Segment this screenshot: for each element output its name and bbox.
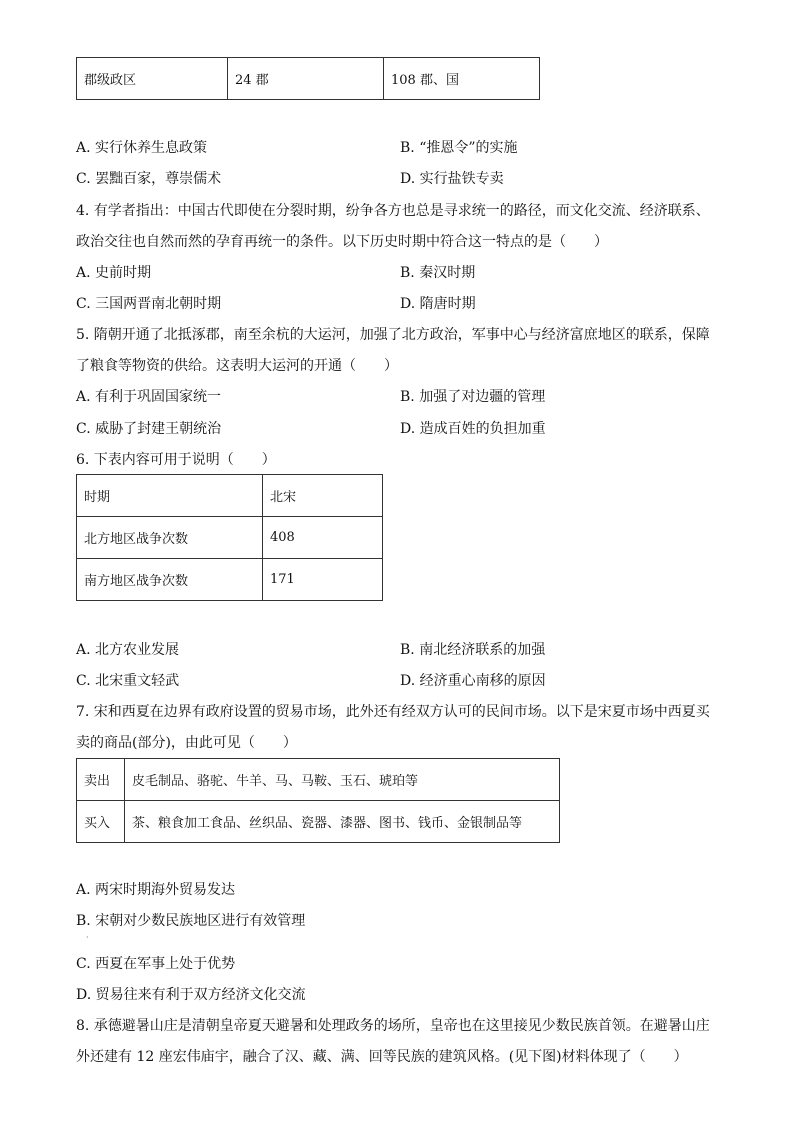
table-cell: 卖出 xyxy=(77,759,125,801)
admin-region-table xyxy=(76,57,540,100)
war-count-table xyxy=(76,474,383,601)
table-cell: 24 郡 xyxy=(228,58,384,100)
q4-option-b: B. 秦汉时期 xyxy=(400,265,476,281)
q3-option-c: C. 罢黜百家，尊崇儒术 xyxy=(76,171,222,187)
q6-option-c: C. 北宋重文轻武 xyxy=(76,673,180,689)
table-cell: 买入 xyxy=(77,801,125,843)
table-cell: 北方地区战争次数 xyxy=(77,517,263,559)
table-row xyxy=(77,58,540,100)
table-row xyxy=(77,759,560,801)
trade-goods-table xyxy=(76,758,560,843)
q6-option-d: D. 经济重心南移的原因 xyxy=(400,673,546,689)
q8-stem-line2: 外还建有 12 座宏伟庙宇，融合了汉、藏、满、回等民族的建筑风格。(见下图)材料体现了（ ） xyxy=(76,1049,688,1065)
q5-stem-line1: 5. 隋朝开通了北抵涿郡，南至余杭的大运河，加强了北方政治，军事中心与经济富庶地区的联系，保障 xyxy=(76,327,710,343)
table-row xyxy=(77,559,383,601)
q4-option-c: C. 三国两晋南北朝时期 xyxy=(76,296,222,312)
q7-option-b: B. 宋朝对少数民族地区进行有效管理 xyxy=(76,913,306,929)
q6-stem: 6. 下表内容可用于说明（ ） xyxy=(76,452,276,468)
stray-dot: · xyxy=(86,933,89,942)
table-cell: 茶、粮食加工食品、丝织品、瓷器、漆器、图书、钱币、金银制品等 xyxy=(125,801,560,843)
q7-stem-line2: 卖的商品(部分)，由此可见（ ） xyxy=(76,735,297,751)
q7-option-c: C. 西夏在军事上处于优势 xyxy=(76,956,236,972)
q3-option-d: D. 实行盐铁专卖 xyxy=(400,171,504,187)
table-row xyxy=(77,517,383,559)
q3-option-b: B. “推恩令”的实施 xyxy=(400,140,518,156)
table-cell: 南方地区战争次数 xyxy=(77,559,263,601)
q7-option-a: A. 两宋时期海外贸易发达 xyxy=(76,882,236,898)
q4-option-d: D. 隋唐时期 xyxy=(400,296,476,312)
q4-stem-line1: 4. 有学者指出：中国古代即使在分裂时期，纷争各方也总是寻求统一的路径，而文化交流、经济联系、 xyxy=(76,203,710,219)
table-cell: 408 xyxy=(263,517,383,559)
q5-option-b: B. 加强了对边疆的管理 xyxy=(400,389,546,405)
q8-stem-line1: 8. 承德避暑山庄是清朝皇帝夏天避暑和处理政务的场所，皇帝也在这里接见少数民族首领。在避暑山庄 xyxy=(76,1018,710,1034)
q6-option-b: B. 南北经济联系的加强 xyxy=(400,642,546,658)
table-row xyxy=(77,475,383,517)
table-cell: 皮毛制品、骆驼、牛羊、马、马鞍、玉石、琥珀等 xyxy=(125,759,560,801)
table-cell: 时期 xyxy=(77,475,263,517)
q5-option-a: A. 有利于巩固国家统一 xyxy=(76,389,222,405)
q5-option-c: C. 威胁了封建王朝统治 xyxy=(76,421,222,437)
table-row xyxy=(77,801,560,843)
q6-option-a: A. 北方农业发展 xyxy=(76,642,180,658)
q3-option-a: A. 实行休养生息政策 xyxy=(76,140,208,156)
q4-stem-line2: 政治交往也自然而然的孕育再统一的条件。以下历史时期中符合这一特点的是（ ） xyxy=(76,234,608,250)
q5-stem-line2: 了粮食等物资的供给。这表明大运河的开通（ ） xyxy=(76,358,398,374)
table-cell: 108 郡、国 xyxy=(384,58,540,100)
q4-option-a: A. 史前时期 xyxy=(76,265,152,281)
q5-option-d: D. 造成百姓的负担加重 xyxy=(400,421,546,437)
table-cell: 171 xyxy=(263,559,383,601)
q7-option-d: D. 贸易往来有利于双方经济文化交流 xyxy=(76,987,306,1003)
q7-stem-line1: 7. 宋和西夏在边界有政府设置的贸易市场，此外还有经双方认可的民间市场。以下是宋夏市场中西夏买 xyxy=(76,704,710,720)
table-cell: 郡级政区 xyxy=(77,58,228,100)
table-cell: 北宋 xyxy=(263,475,383,517)
